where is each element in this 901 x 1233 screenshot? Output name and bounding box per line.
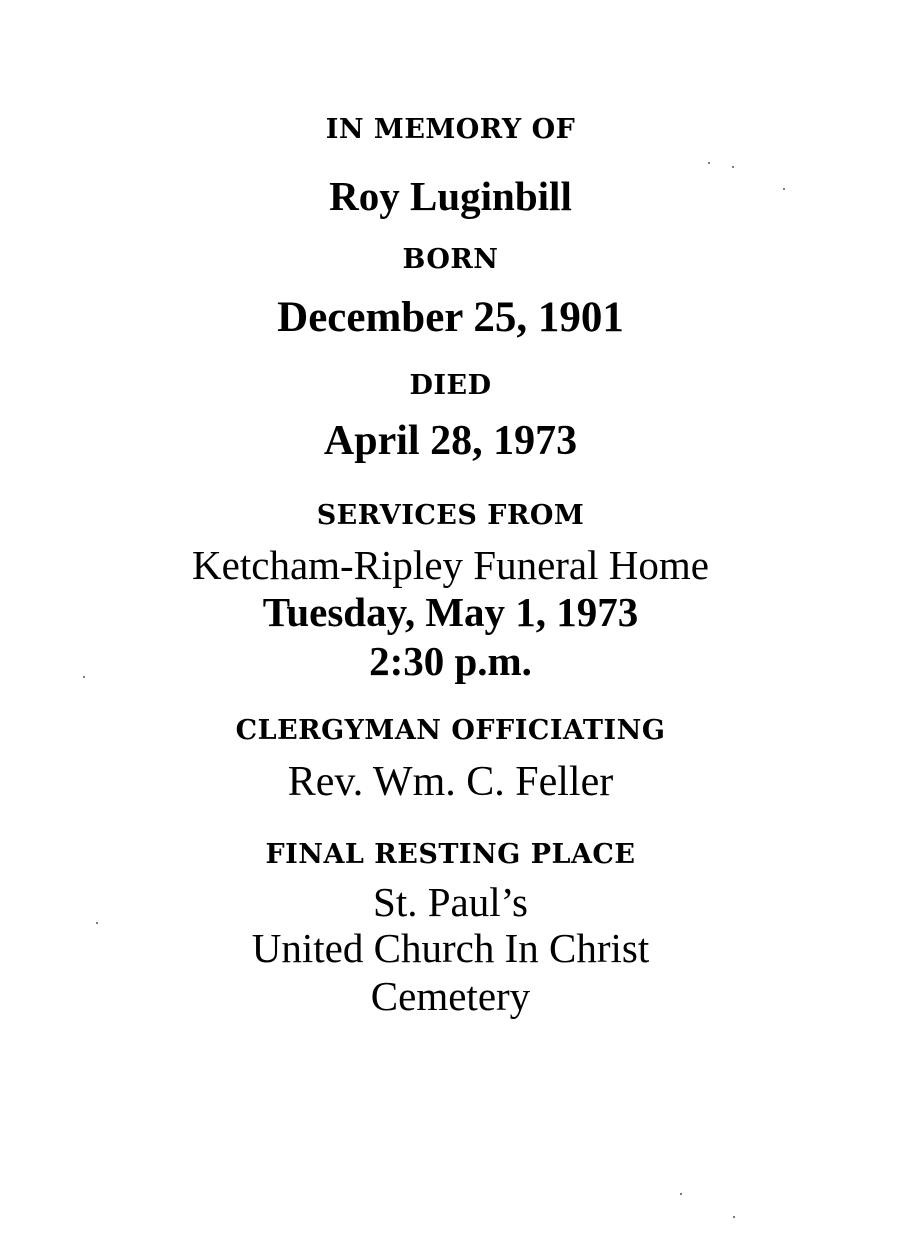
clergy-heading: CLERGYMAN OFFICIATING [235, 715, 666, 746]
born-date: December 25, 1901 [277, 294, 624, 341]
scan-speck [680, 1193, 682, 1195]
died-heading: DIED [409, 370, 492, 401]
scan-speck [96, 922, 98, 924]
resting-line-3: Cemetery [370, 973, 531, 1019]
clergy-name: Rev. Wm. C. Feller [287, 759, 614, 805]
scan-speck [783, 188, 785, 190]
services-time: 2:30 p.m. [369, 638, 532, 684]
resting-line-1: St. Paul’s [373, 879, 528, 925]
born-heading: BORN [402, 244, 499, 275]
deceased-name: Roy Luginbill [329, 173, 572, 219]
memory-heading: IN MEMORY OF [325, 114, 576, 145]
services-date: Tuesday, May 1, 1973 [262, 589, 639, 635]
died-date: April 28, 1973 [323, 418, 578, 464]
resting-line-2: United Church In Christ [251, 925, 650, 971]
resting-heading: FINAL RESTING PLACE [265, 839, 636, 870]
scan-speck [708, 162, 710, 164]
scan-speck [733, 1216, 735, 1218]
scan-speck [83, 676, 85, 678]
services-place: Ketcham-Ripley Funeral Home [192, 542, 709, 588]
services-heading: SERVICES FROM [316, 500, 585, 531]
scan-speck [732, 166, 734, 168]
